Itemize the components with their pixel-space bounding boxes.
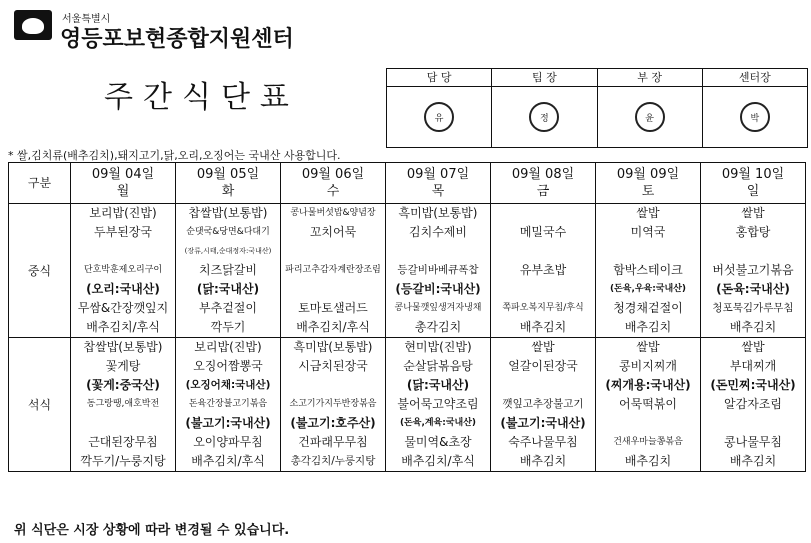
menu-cell bbox=[176, 338, 281, 472]
day-header: 09월 05일 화 bbox=[176, 163, 281, 204]
seal-stamp-icon: 유 bbox=[424, 102, 454, 132]
dish: 보리밥(진밥) bbox=[194, 340, 262, 354]
dish bbox=[71, 242, 175, 261]
dish: 미역국 bbox=[630, 225, 666, 239]
origin-label: (돈육,우육:국내산) bbox=[609, 284, 687, 294]
dish: 알감자조림 bbox=[724, 397, 782, 411]
origin-label: (불고기:국내산) bbox=[185, 416, 271, 430]
dish: 치즈닭갈비 bbox=[199, 263, 257, 277]
dish: 콩비지찌개 bbox=[619, 359, 677, 373]
dish: 근대된장무침 bbox=[88, 435, 158, 449]
origin-label: (불고기:호주산) bbox=[290, 416, 376, 430]
menu-cell bbox=[596, 204, 701, 338]
dish: 배추김치/후식 bbox=[191, 454, 265, 468]
dish: 단호박훈제오리구이 bbox=[83, 265, 163, 275]
dish: 콩나물무침 bbox=[724, 435, 782, 449]
origin-label: (돈육,계육:국내산) bbox=[399, 418, 477, 428]
dish: 배추김치 bbox=[729, 454, 777, 468]
approval-box bbox=[386, 68, 808, 148]
origin-label: (등갈비:국내산) bbox=[395, 282, 481, 296]
dish: 무쌈&간장깻잎지 bbox=[77, 301, 169, 315]
dish: 쌀밥 bbox=[636, 206, 660, 220]
dish: 꽃게탕 bbox=[105, 359, 141, 373]
dish bbox=[386, 242, 490, 261]
org-subtitle: 서울특별시 bbox=[62, 14, 111, 25]
dish: 현미밥(진밥) bbox=[404, 340, 472, 354]
origin-label: (닭:국내산) bbox=[196, 282, 260, 296]
origin-label: (돈육:국내산) bbox=[716, 282, 790, 296]
dish bbox=[491, 280, 595, 299]
dish: 물미역&초장 bbox=[404, 435, 472, 449]
dish: 청경채겉절이 bbox=[613, 301, 683, 315]
approval-role: 센터장 bbox=[703, 69, 807, 87]
dish: 배추김치/후식 bbox=[86, 320, 160, 334]
dish: 꼬치어묵 bbox=[309, 225, 357, 239]
dish: 배추김치 bbox=[519, 320, 567, 334]
menu-cell bbox=[491, 204, 596, 338]
day-header: 09월 06일 수 bbox=[281, 163, 386, 204]
dish bbox=[701, 414, 805, 433]
day-header: 09월 08일 금 bbox=[491, 163, 596, 204]
dish bbox=[491, 204, 595, 223]
table-header-row bbox=[9, 163, 806, 204]
dish: 등갈비바베큐폭찹 bbox=[397, 264, 479, 276]
dish: 홍합탕 bbox=[735, 225, 771, 239]
dish: 쌀밥 bbox=[636, 340, 660, 354]
day-header: 09월 07일 목 bbox=[386, 163, 491, 204]
dish: 파리고추감자계란장조림 bbox=[285, 265, 381, 275]
dish: 버섯불고기볶음 bbox=[712, 263, 794, 277]
dish: 두부된장국 bbox=[94, 225, 152, 239]
seal-stamp-icon: 박 bbox=[740, 102, 770, 132]
lunch-row bbox=[9, 204, 806, 338]
dish: 유부초밥 bbox=[519, 263, 567, 277]
menu-cell bbox=[71, 204, 176, 338]
origin-label: (불고기:국내산) bbox=[500, 416, 586, 430]
menu-cell bbox=[491, 338, 596, 472]
dish: 얼갈이된장국 bbox=[508, 359, 578, 373]
heart-icon bbox=[22, 18, 44, 34]
dish: 배추김치/후식 bbox=[296, 320, 370, 334]
dish: 흑미밥(보통밥) bbox=[293, 340, 373, 354]
dish: 오징어짬뽕국 bbox=[193, 359, 263, 373]
dish bbox=[701, 242, 805, 261]
dish bbox=[596, 242, 700, 261]
dish: 흑미밥(보통밥) bbox=[398, 206, 478, 220]
dish bbox=[71, 414, 175, 433]
dish: 배추김치 bbox=[624, 320, 672, 334]
approval-cell-director bbox=[702, 69, 807, 147]
dish: 깻잎고추장불고기 bbox=[502, 398, 584, 410]
menu-cell bbox=[281, 338, 386, 472]
dish: 배추김치/후식 bbox=[401, 454, 475, 468]
weekly-menu-table bbox=[8, 162, 806, 472]
origin-label: (찌개용:국내산) bbox=[605, 378, 691, 392]
dish: 총각김치/누룽지탕 bbox=[290, 455, 376, 467]
dish: 건파래무무침 bbox=[298, 435, 368, 449]
dish bbox=[281, 242, 385, 261]
dish: 순댓국&당면&다대기 bbox=[186, 227, 270, 237]
approval-role: 부 장 bbox=[598, 69, 702, 87]
dish: 쪽파오복지무침/후식 bbox=[502, 303, 584, 313]
origin-label: (꽃게:중국산) bbox=[86, 378, 160, 392]
day-header: 09월 10일 일 bbox=[701, 163, 806, 204]
dish: 깍두기 bbox=[210, 320, 246, 334]
dish: 불어묵고약조림 bbox=[397, 397, 479, 411]
menu-cell bbox=[701, 204, 806, 338]
menu-cell bbox=[386, 204, 491, 338]
dish: 동그랑땡,애호박전 bbox=[86, 399, 160, 409]
origin-label: (돈민찌:국내산) bbox=[710, 378, 796, 392]
dinner-label: 석식 bbox=[9, 338, 71, 472]
day-header: 09월 04일 월 bbox=[71, 163, 176, 204]
menu-cell bbox=[176, 204, 281, 338]
dish: 소고기가지두반장볶음 bbox=[289, 399, 377, 409]
menu-cell bbox=[71, 338, 176, 472]
approval-role: 담 당 bbox=[387, 69, 491, 87]
dish: 쌀밥 bbox=[741, 206, 765, 220]
approval-role: 팀 장 bbox=[492, 69, 596, 87]
dish: 찹쌀밥(보통밥) bbox=[188, 206, 268, 220]
menu-cell bbox=[596, 338, 701, 472]
lunch-label: 중식 bbox=[9, 204, 71, 338]
page-title: 주간식단표 bbox=[104, 80, 299, 115]
footer-notice: 위 식단은 시장 상황에 따라 변경될 수 있습니다. bbox=[14, 523, 290, 538]
dish: 콩나물깻잎생겨자냉채 bbox=[394, 303, 482, 313]
dish: 보리밥(진밥) bbox=[89, 206, 157, 220]
menu-cell bbox=[386, 338, 491, 472]
dish: 순살닭볶음탕 bbox=[403, 359, 473, 373]
dish: 총각김치 bbox=[414, 320, 462, 334]
dish: 부추겉절이 bbox=[199, 301, 257, 315]
dish bbox=[491, 242, 595, 261]
origin-label: (오리:국내산) bbox=[86, 282, 160, 296]
dish: 숙주나물무침 bbox=[508, 435, 578, 449]
dish: 함박스테이크 bbox=[613, 263, 683, 277]
menu-cell bbox=[281, 204, 386, 338]
dish: 토마토샐러드 bbox=[298, 301, 368, 315]
dish bbox=[596, 414, 700, 433]
org-name: 영등포보현종합지원센터 bbox=[60, 27, 294, 52]
seal-stamp-icon: 정 bbox=[529, 102, 559, 132]
dish bbox=[281, 280, 385, 299]
day-header: 09월 09일 토 bbox=[596, 163, 701, 204]
dish: 배추김치 bbox=[729, 320, 777, 334]
dish: 쌀밥 bbox=[531, 340, 555, 354]
dish bbox=[491, 376, 595, 395]
origin-label: (장류,시태,순대정자:국내산) bbox=[184, 247, 272, 255]
dish: 오이양파무침 bbox=[193, 435, 263, 449]
dish: 배추김치 bbox=[624, 454, 672, 468]
dish: 어묵떡볶이 bbox=[619, 397, 677, 411]
origin-label: (오징어채:국내산) bbox=[185, 379, 271, 391]
dish: 김치수제비 bbox=[409, 225, 467, 239]
menu-cell bbox=[701, 338, 806, 472]
dish: 쌀밥 bbox=[741, 340, 765, 354]
dish: 메밀국수 bbox=[519, 225, 567, 239]
dish: 시금치된장국 bbox=[298, 359, 368, 373]
category-header: 구분 bbox=[9, 163, 71, 204]
dish: 돈육간장불고기볶음 bbox=[188, 399, 268, 409]
origin-label: (닭:국내산) bbox=[406, 378, 470, 392]
dish: 콩나물버섯밥&양념장 bbox=[290, 208, 376, 218]
dish: 건새우마늘쫑볶음 bbox=[613, 437, 683, 447]
dish: 청포묵김가루무침 bbox=[712, 302, 794, 314]
dish: 배추김치 bbox=[519, 454, 567, 468]
dinner-row bbox=[9, 338, 806, 472]
dish: 깍두기/누룽지탕 bbox=[80, 454, 166, 468]
dish: 부대찌개 bbox=[729, 359, 777, 373]
approval-cell-staff bbox=[387, 69, 491, 147]
seal-stamp-icon: 윤 bbox=[635, 102, 665, 132]
origin-note: * 쌀,김치류(배추김치),돼지고기,닭,오리,오징어는 국내산 사용합니다. bbox=[8, 149, 341, 162]
dish: 찹쌀밥(보통밥) bbox=[83, 340, 163, 354]
approval-cell-manager bbox=[597, 69, 702, 147]
approval-cell-team-lead bbox=[491, 69, 596, 147]
dish bbox=[281, 376, 385, 395]
